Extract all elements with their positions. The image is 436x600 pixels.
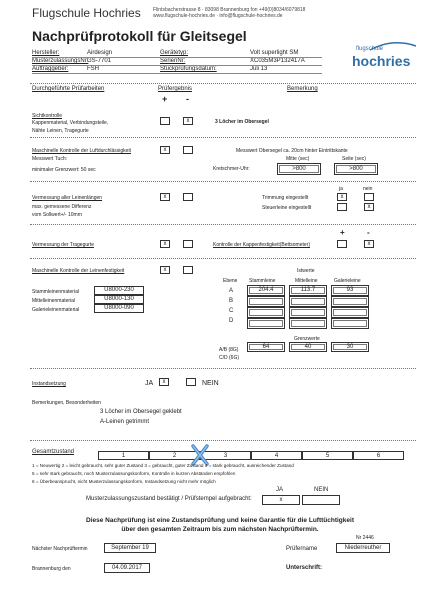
ebene-b: B bbox=[229, 298, 234, 304]
geraetetyp-label: Gerätetyp: bbox=[160, 50, 189, 56]
muster-nein-head: NEIN bbox=[314, 487, 329, 493]
geraetetyp-value: Volt superlight SM bbox=[250, 50, 299, 56]
hersteller-value: Airdesign bbox=[87, 50, 113, 56]
stamm-material[interactable]: U8000-230 bbox=[94, 286, 144, 295]
logo bbox=[352, 40, 418, 74]
seriennr-value: XC035M3P132417A bbox=[250, 58, 305, 64]
instand-nein-checkbox[interactable] bbox=[186, 378, 196, 386]
leinen-line1: max. gemessene Differenz bbox=[32, 204, 92, 210]
col-bemerkung: Bemerkung bbox=[287, 86, 318, 92]
gesamt-option-3[interactable]: 3 bbox=[200, 451, 251, 460]
luft-kretschmer: Kretschmer-Uhr: bbox=[213, 166, 250, 172]
gesamt-option-2[interactable]: 2 bbox=[149, 451, 200, 460]
nr-label: Nr 2446 bbox=[356, 535, 374, 541]
kappen-plus-head: + bbox=[340, 228, 345, 237]
galerie-b-value[interactable] bbox=[331, 296, 369, 307]
kappen-plus-checkbox[interactable] bbox=[337, 240, 347, 248]
instand-title: Instandsetzung bbox=[32, 381, 66, 387]
leinen-line2: vom Sollwert+/- 10mm bbox=[32, 212, 82, 218]
ebene-c: C bbox=[229, 308, 234, 314]
disclaimer-line2: über den gesamten Zeitraum bis zum nächsten Nachprüftermin. bbox=[121, 526, 319, 533]
datum-value[interactable]: 04.09.2017 bbox=[104, 563, 150, 573]
festigkeit-plus-checkbox[interactable]: x bbox=[160, 266, 170, 274]
luft-mitte-head: Mitte (sec) bbox=[286, 156, 310, 162]
mittel-b-value[interactable] bbox=[289, 296, 327, 307]
istwerte-head: Istwerte bbox=[297, 268, 315, 274]
galerie-material[interactable]: U8000-090 bbox=[94, 304, 144, 313]
instand-nein-label: NEIN bbox=[202, 380, 219, 387]
leinen-steuerleine: Steuerleine eingestellt bbox=[262, 205, 312, 211]
luft-seite-value[interactable]: >800 bbox=[334, 163, 378, 175]
ebene-head: Ebene bbox=[223, 278, 238, 284]
galerie-c-value[interactable] bbox=[331, 307, 369, 318]
stueckpruefung-label: Stückprüfungsdatum: bbox=[160, 66, 217, 72]
ebene-d: D bbox=[229, 318, 234, 324]
stamm-c-value[interactable] bbox=[247, 307, 285, 318]
gesamt-option-4[interactable]: 4 bbox=[251, 451, 302, 460]
musterzulassung-label: MusterzulassungsNr: bbox=[32, 58, 89, 64]
sicht-line1: Kappenmaterial, Verbindungsteile, bbox=[32, 120, 109, 126]
luft-mitte-value[interactable]: >800 bbox=[277, 163, 321, 175]
sicht-title: Sichtkontrolle bbox=[32, 113, 63, 119]
bemerkungen-line2: A-Leinen getrimmt bbox=[100, 419, 150, 425]
mittel-material[interactable]: U8000-130 bbox=[94, 295, 144, 304]
kappen-title: Kontrolle der Kappenfestigkeit(Bettsometer) bbox=[213, 242, 310, 248]
luft-title: Maschinelle Kontrolle der Luftdurchlässigkeit bbox=[32, 148, 131, 154]
mittel-label: Mittelleinenmaterial bbox=[32, 298, 76, 304]
logo-big-text: hochries bbox=[352, 53, 411, 69]
school-name: Flugschule Hochries bbox=[32, 6, 141, 20]
mittel-a-value[interactable]: 113.7 bbox=[289, 285, 327, 296]
grenzwerte-head: Grenzwerte bbox=[294, 336, 320, 342]
naechster-value[interactable]: September 19 bbox=[104, 543, 156, 553]
gesamt-option-1[interactable]: 1 bbox=[98, 451, 149, 460]
ab-galerie-value[interactable]: 30 bbox=[331, 342, 369, 352]
ort-label: Brannenburg den bbox=[32, 566, 71, 572]
muster-ja-checkbox[interactable]: x bbox=[262, 495, 300, 505]
ebene-a: A bbox=[229, 288, 234, 294]
galerie-head: Galerieleine bbox=[334, 278, 361, 284]
page-title: Nachprüfprotokoll für Gleitsegel bbox=[32, 28, 247, 44]
kappen-minus-head: - bbox=[367, 228, 370, 237]
stamm-head: Stammleine bbox=[249, 278, 276, 284]
mittel-head: Mittelleine bbox=[295, 278, 318, 284]
col-arbeiten: Durchgeführte Prüfarbeiten bbox=[32, 86, 105, 92]
bemerkungen-title: Bemerkungen, Besonderheiten bbox=[32, 400, 101, 406]
steuer-ja-checkbox[interactable] bbox=[337, 203, 347, 211]
gesamt-option-5[interactable]: 5 bbox=[302, 451, 353, 460]
stueckpruefung-value: Juli 13 bbox=[250, 66, 268, 72]
trage-plus-checkbox[interactable]: x bbox=[160, 240, 170, 248]
ab-label: A/B (8G) bbox=[219, 347, 239, 353]
sicht-remark: 3 Löcher im Obersegel bbox=[215, 119, 269, 125]
col-ergebnis: Prüfergebnis bbox=[158, 86, 193, 92]
col-plus: + bbox=[162, 94, 168, 104]
seriennr-label: SerienNr: bbox=[160, 58, 186, 64]
gesamt-legend-3: 6 = Überbeansprucht, nicht Musterzulassungskonform, Instandsetzung nicht mehr möglich bbox=[32, 479, 216, 484]
galerie-d-value[interactable] bbox=[331, 318, 369, 329]
leinen-plus-checkbox[interactable]: x bbox=[160, 193, 170, 201]
sicht-minus-checkbox[interactable]: x bbox=[183, 117, 193, 125]
stamm-a-value[interactable]: 204.4 bbox=[247, 285, 285, 296]
luft-minus-checkbox[interactable] bbox=[183, 146, 193, 154]
leinen-minus-checkbox[interactable] bbox=[183, 193, 193, 201]
col-minus: - bbox=[186, 94, 189, 104]
luft-plus-checkbox[interactable]: x bbox=[160, 146, 170, 154]
pruefername-value[interactable]: Niederreuther bbox=[336, 543, 390, 553]
muster-label: Musterzulassungszustand bestätigt / Prüfstempel aufgebracht: bbox=[86, 496, 252, 502]
pruefername-label: Prüfername bbox=[286, 546, 318, 552]
gesamt-option-6[interactable]: 6 bbox=[353, 451, 404, 460]
gesamt-legend-1: 1 = Neuwertig 2 = leicht gebraucht, sehr guter Zustand 3 = gebraucht, guter Zustand 4 = stark gebraucht, ausreichender Zustand bbox=[32, 463, 294, 468]
ab-mittel-value[interactable]: 40 bbox=[289, 342, 327, 352]
trimmung-nein-checkbox[interactable] bbox=[364, 193, 374, 201]
luft-messwert-note: Messwert Obersegel ca. 20cm hinter Eintrittskante bbox=[236, 148, 348, 154]
stamm-d-value[interactable] bbox=[247, 318, 285, 329]
sicht-plus-checkbox[interactable] bbox=[160, 117, 170, 125]
leinen-ja-head: ja bbox=[339, 186, 343, 192]
mittel-d-value[interactable] bbox=[289, 318, 327, 329]
luft-grenzwert: minimaler Grenzwert: 50 sec bbox=[32, 167, 96, 173]
trage-title: Vermessung der Tragegurte bbox=[32, 242, 94, 248]
kappen-minus-checkbox[interactable]: x bbox=[364, 240, 374, 248]
luft-seite-head: Seite (sec) bbox=[342, 156, 366, 162]
musterzulassung-value: GS-7701 bbox=[87, 58, 112, 64]
stamm-label: Stammleinenmaterial bbox=[32, 289, 79, 295]
muster-nein-checkbox[interactable] bbox=[302, 495, 340, 505]
trage-minus-checkbox[interactable] bbox=[183, 240, 193, 248]
leinen-trimmung: Trimmung eingestellt bbox=[262, 195, 309, 201]
galerie-a-value[interactable]: 93 bbox=[331, 285, 369, 296]
gesamt-legend-2: 5 = sehr stark gebraucht, noch Musterzulassungskonform, Kontrolle in kurzen Abständen empfohlen bbox=[32, 471, 236, 476]
stamm-b-value[interactable] bbox=[247, 296, 285, 307]
naechster-label: Nächster Nachprüftermin bbox=[32, 546, 88, 552]
trimmung-ja-checkbox[interactable]: x bbox=[337, 193, 347, 201]
leinen-title: Vermessung aller Leinenlängen bbox=[32, 195, 103, 201]
instand-ja-label: JA bbox=[145, 380, 154, 387]
instand-ja-checkbox[interactable]: x bbox=[159, 378, 169, 386]
galerie-label: Galerieleinenmaterial bbox=[32, 307, 80, 313]
steuer-nein-checkbox[interactable]: x bbox=[364, 203, 374, 211]
cd-label: C/D (6G) bbox=[219, 355, 239, 361]
muster-ja-head: JA bbox=[276, 487, 284, 493]
ab-stamm-value[interactable]: 64 bbox=[247, 342, 285, 352]
disclaimer-line1: Diese Nachprüfung ist eine Zustandsprüfung und keine Garantie für die Lufttüchtigkeit bbox=[86, 517, 354, 524]
auftraggeber-label: Auftraggeber: bbox=[32, 66, 69, 72]
festigkeit-minus-checkbox[interactable] bbox=[183, 266, 193, 274]
gesamt-scale bbox=[98, 451, 404, 460]
hersteller-label: Hersteller: bbox=[32, 50, 60, 56]
info-table bbox=[32, 48, 322, 76]
festigkeit-title: Maschinelle Kontrolle der Leinenfestigkeit bbox=[32, 268, 125, 274]
unterschrift-label: Unterschrift: bbox=[286, 565, 323, 571]
bemerkungen-line1: 3 Löcher im Obersegel geklebt bbox=[100, 409, 182, 415]
auftraggeber-value: FSH bbox=[87, 66, 99, 72]
logo-small-text: flugschule bbox=[356, 46, 384, 52]
luft-messwert-label: Messwert Tuch: bbox=[32, 156, 68, 162]
leinen-nein-head: nein bbox=[363, 186, 373, 192]
school-address: Flintsbacherstrasse 8 · 83098 Brannenburg fon +49(0)8034/6079818 bbox=[153, 7, 306, 13]
gesamt-title: Gesamtzustand bbox=[32, 449, 75, 455]
sicht-line2: Nähte Leinen, Tragegurte bbox=[32, 128, 89, 134]
mittel-c-value[interactable] bbox=[289, 307, 327, 318]
school-web: www.flugschule-hochries.de · info@flugschule-hochries.de bbox=[153, 13, 283, 19]
